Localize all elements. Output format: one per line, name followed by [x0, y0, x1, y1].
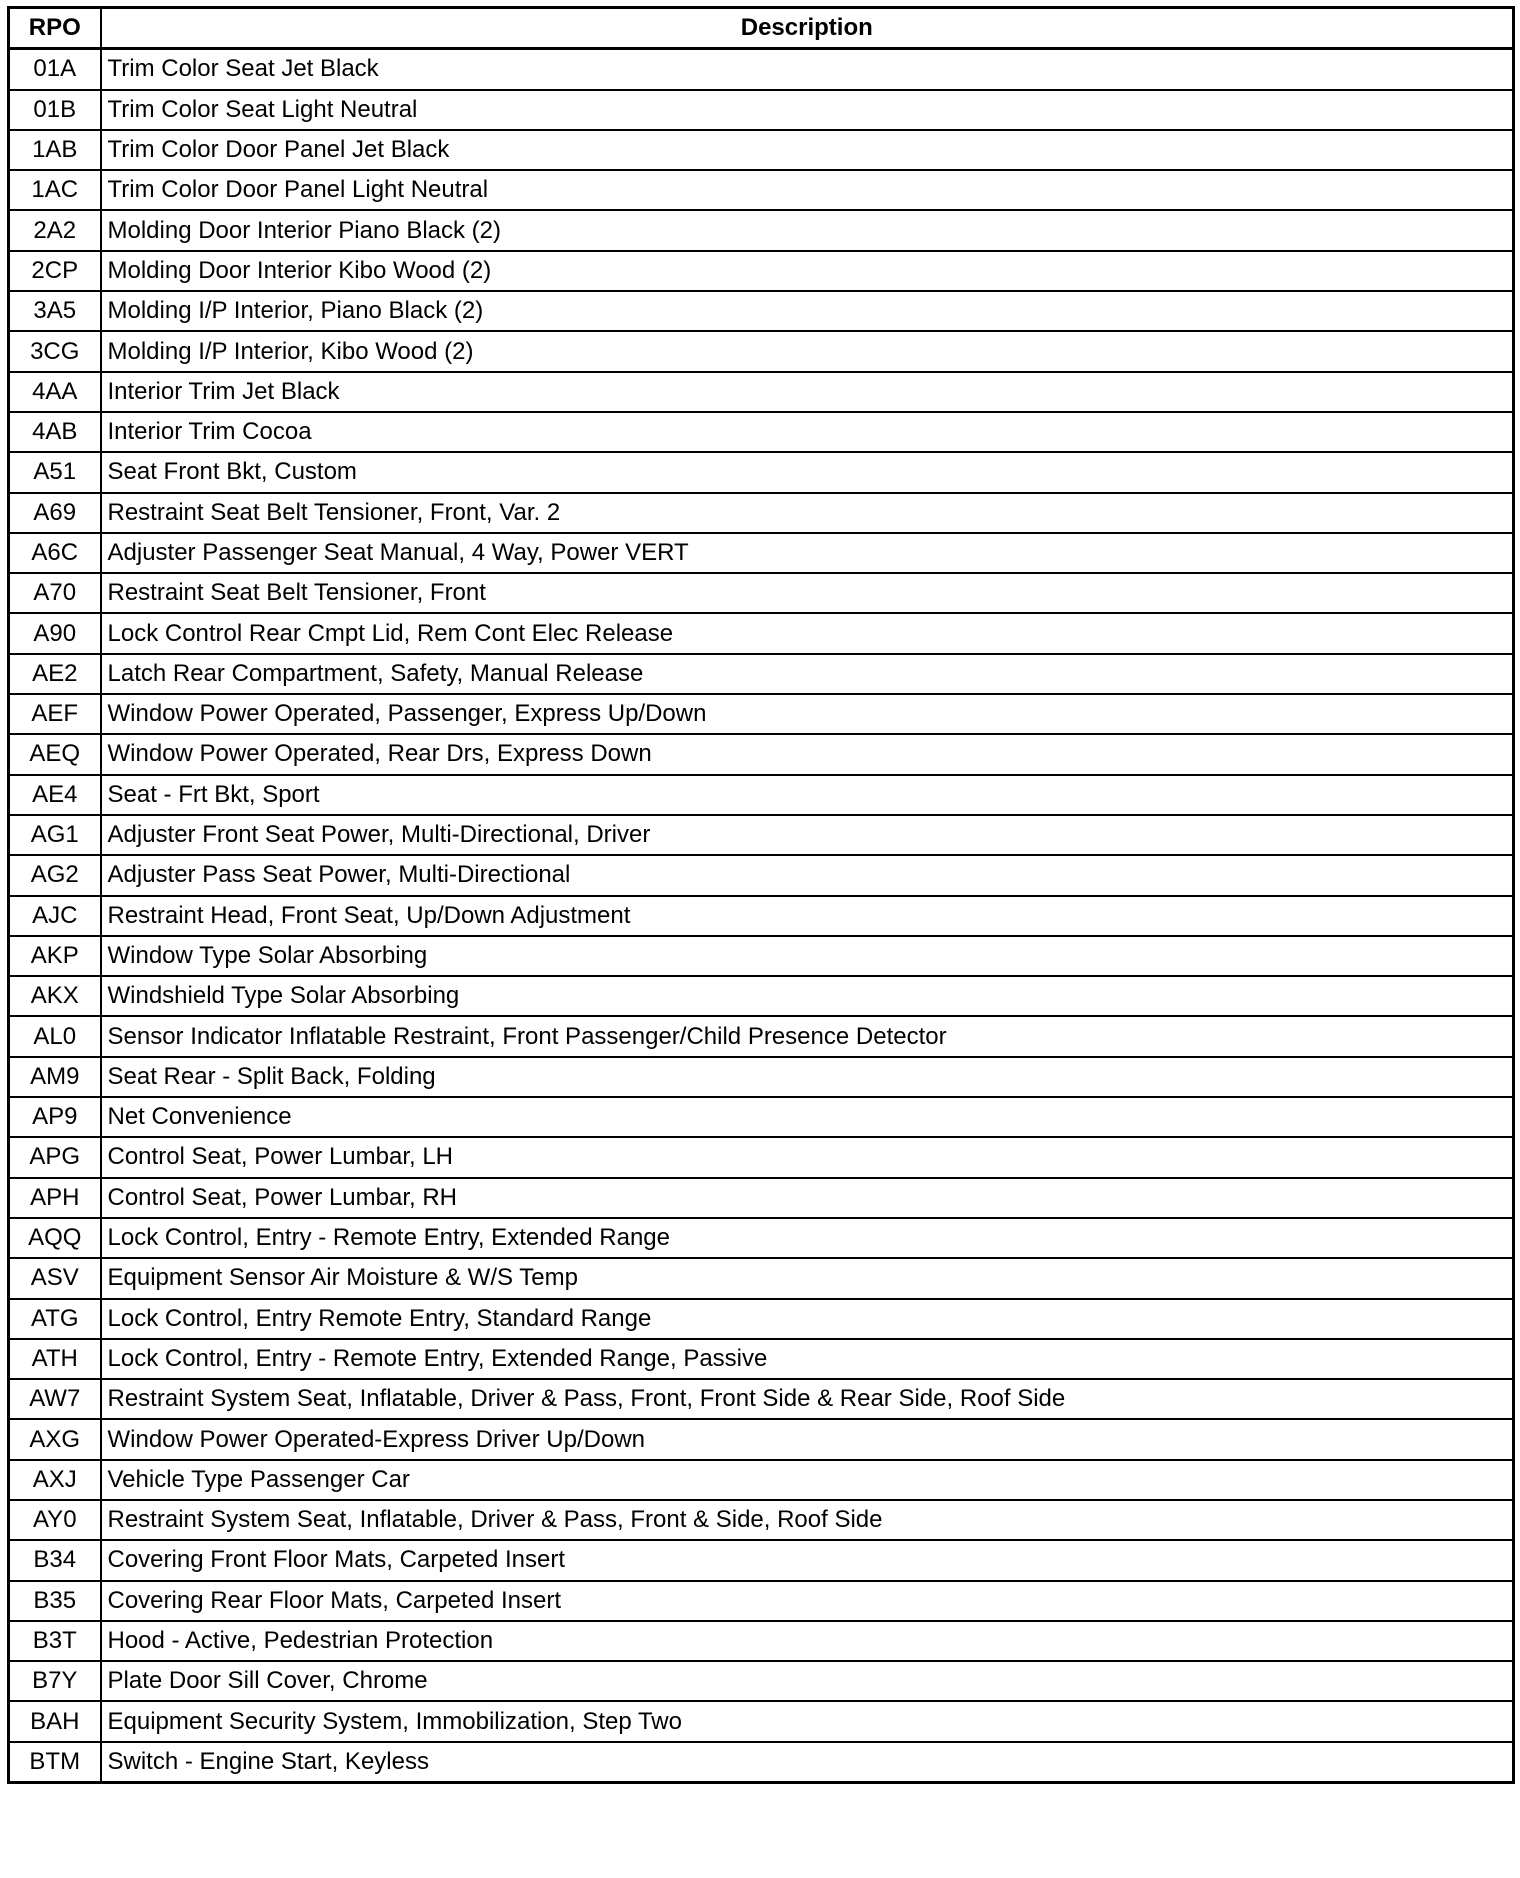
rpo-description: Hood - Active, Pedestrian Protection [101, 1621, 1514, 1661]
rpo-code: 01B [9, 90, 101, 130]
rpo-code: AM9 [9, 1057, 101, 1097]
rpo-table [7, 6, 1515, 1784]
rpo-description: Windshield Type Solar Absorbing [101, 976, 1514, 1016]
table-row [9, 1339, 1514, 1379]
table-row [9, 1379, 1514, 1419]
table-row [9, 170, 1514, 210]
rpo-code: B3T [9, 1621, 101, 1661]
rpo-description: Switch - Engine Start, Keyless [101, 1742, 1514, 1783]
table-row [9, 1540, 1514, 1580]
table-row [9, 1621, 1514, 1661]
rpo-code: 2A2 [9, 210, 101, 250]
rpo-code: AKP [9, 936, 101, 976]
rpo-description: Molding Door Interior Kibo Wood (2) [101, 251, 1514, 291]
rpo-description: Equipment Security System, Immobilization, Step Two [101, 1701, 1514, 1741]
table-row [9, 734, 1514, 774]
rpo-description: Plate Door Sill Cover, Chrome [101, 1661, 1514, 1701]
rpo-code: ATG [9, 1299, 101, 1339]
table-row [9, 1419, 1514, 1459]
rpo-code: B7Y [9, 1661, 101, 1701]
rpo-description: Control Seat, Power Lumbar, RH [101, 1178, 1514, 1218]
table-row [9, 1218, 1514, 1258]
table-body [9, 49, 1514, 1783]
rpo-description: Trim Color Seat Jet Black [101, 49, 1514, 90]
rpo-description: Molding Door Interior Piano Black (2) [101, 210, 1514, 250]
table-row [9, 936, 1514, 976]
table-row [9, 1097, 1514, 1137]
rpo-description: Window Power Operated, Passenger, Express Up/Down [101, 694, 1514, 734]
rpo-code: AP9 [9, 1097, 101, 1137]
rpo-description: Adjuster Passenger Seat Manual, 4 Way, Power VERT [101, 533, 1514, 573]
rpo-code: 4AA [9, 372, 101, 412]
rpo-code: AE2 [9, 654, 101, 694]
rpo-description: Molding I/P Interior, Kibo Wood (2) [101, 331, 1514, 371]
rpo-code: B35 [9, 1581, 101, 1621]
rpo-code: AJC [9, 896, 101, 936]
rpo-description: Trim Color Door Panel Light Neutral [101, 170, 1514, 210]
rpo-description: Lock Control Rear Cmpt Lid, Rem Cont Elec Release [101, 613, 1514, 653]
rpo-code: 3A5 [9, 291, 101, 331]
rpo-description: Latch Rear Compartment, Safety, Manual Release [101, 654, 1514, 694]
table-row [9, 331, 1514, 371]
table-row [9, 90, 1514, 130]
rpo-code: 3CG [9, 331, 101, 371]
table-row [9, 291, 1514, 331]
table-row [9, 1500, 1514, 1540]
rpo-code: BAH [9, 1701, 101, 1741]
rpo-description: Sensor Indicator Inflatable Restraint, Front Passenger/Child Presence Detector [101, 1016, 1514, 1056]
rpo-code: A70 [9, 573, 101, 613]
rpo-description: Vehicle Type Passenger Car [101, 1460, 1514, 1500]
table-row [9, 815, 1514, 855]
rpo-code: 2CP [9, 251, 101, 291]
rpo-description: Restraint System Seat, Inflatable, Driver & Pass, Front, Front Side & Rear Side, Roof Side [101, 1379, 1514, 1419]
table-row [9, 1057, 1514, 1097]
table-row [9, 775, 1514, 815]
rpo-code: AE4 [9, 775, 101, 815]
table-row [9, 1178, 1514, 1218]
rpo-description: Restraint Seat Belt Tensioner, Front, Var. 2 [101, 493, 1514, 533]
rpo-code: AEF [9, 694, 101, 734]
rpo-description: Interior Trim Jet Black [101, 372, 1514, 412]
rpo-description: Covering Front Floor Mats, Carpeted Insert [101, 1540, 1514, 1580]
rpo-code: AXG [9, 1419, 101, 1459]
rpo-description: Control Seat, Power Lumbar, LH [101, 1137, 1514, 1177]
rpo-description: Restraint System Seat, Inflatable, Driver & Pass, Front & Side, Roof Side [101, 1500, 1514, 1540]
rpo-description: Lock Control, Entry Remote Entry, Standard Range [101, 1299, 1514, 1339]
table-row [9, 855, 1514, 895]
rpo-description: Trim Color Door Panel Jet Black [101, 130, 1514, 170]
table-row [9, 412, 1514, 452]
rpo-code: ATH [9, 1339, 101, 1379]
rpo-description: Restraint Head, Front Seat, Up/Down Adjustment [101, 896, 1514, 936]
rpo-code: 01A [9, 49, 101, 90]
rpo-description: Restraint Seat Belt Tensioner, Front [101, 573, 1514, 613]
rpo-code: A90 [9, 613, 101, 653]
rpo-code: AL0 [9, 1016, 101, 1056]
table-row [9, 976, 1514, 1016]
rpo-code: 1AC [9, 170, 101, 210]
table-row [9, 251, 1514, 291]
rpo-code: A6C [9, 533, 101, 573]
rpo-code: AG2 [9, 855, 101, 895]
table-row [9, 1016, 1514, 1056]
rpo-description: Seat Front Bkt, Custom [101, 452, 1514, 492]
rpo-description: Net Convenience [101, 1097, 1514, 1137]
table-row [9, 1742, 1514, 1783]
rpo-description: Lock Control, Entry - Remote Entry, Extended Range [101, 1218, 1514, 1258]
table-row [9, 452, 1514, 492]
table-row [9, 533, 1514, 573]
rpo-description: Seat Rear - Split Back, Folding [101, 1057, 1514, 1097]
table-row [9, 1581, 1514, 1621]
rpo-code: 1AB [9, 130, 101, 170]
table-row [9, 694, 1514, 734]
table-row [9, 372, 1514, 412]
rpo-description: Window Type Solar Absorbing [101, 936, 1514, 976]
table-row [9, 573, 1514, 613]
rpo-code: A51 [9, 452, 101, 492]
rpo-description: Covering Rear Floor Mats, Carpeted Insert [101, 1581, 1514, 1621]
table-row [9, 1701, 1514, 1741]
table-row [9, 49, 1514, 90]
table-row [9, 1299, 1514, 1339]
rpo-description: Adjuster Pass Seat Power, Multi-Directional [101, 855, 1514, 895]
rpo-code: AQQ [9, 1218, 101, 1258]
rpo-description: Molding I/P Interior, Piano Black (2) [101, 291, 1514, 331]
rpo-code: AEQ [9, 734, 101, 774]
rpo-description: Equipment Sensor Air Moisture & W/S Temp [101, 1258, 1514, 1298]
rpo-code: A69 [9, 493, 101, 533]
table-row [9, 210, 1514, 250]
table-row [9, 1137, 1514, 1177]
rpo-code: AW7 [9, 1379, 101, 1419]
rpo-description: Seat - Frt Bkt, Sport [101, 775, 1514, 815]
rpo-description: Window Power Operated, Rear Drs, Express Down [101, 734, 1514, 774]
rpo-code: AXJ [9, 1460, 101, 1500]
rpo-description: Trim Color Seat Light Neutral [101, 90, 1514, 130]
header-description: Description [101, 8, 1514, 49]
rpo-code: AG1 [9, 815, 101, 855]
rpo-description: Window Power Operated-Express Driver Up/Down [101, 1419, 1514, 1459]
rpo-code: APG [9, 1137, 101, 1177]
table-header-row [9, 8, 1514, 49]
table-row [9, 896, 1514, 936]
rpo-code: ASV [9, 1258, 101, 1298]
rpo-code: B34 [9, 1540, 101, 1580]
rpo-description: Adjuster Front Seat Power, Multi-Directional, Driver [101, 815, 1514, 855]
table-row [9, 1460, 1514, 1500]
rpo-description: Interior Trim Cocoa [101, 412, 1514, 452]
table-row [9, 613, 1514, 653]
rpo-code: AKX [9, 976, 101, 1016]
rpo-description: Lock Control, Entry - Remote Entry, Extended Range, Passive [101, 1339, 1514, 1379]
table-row [9, 1661, 1514, 1701]
table-row [9, 1258, 1514, 1298]
table-row [9, 130, 1514, 170]
rpo-code: 4AB [9, 412, 101, 452]
rpo-code: BTM [9, 1742, 101, 1783]
rpo-code: AY0 [9, 1500, 101, 1540]
rpo-code: APH [9, 1178, 101, 1218]
header-rpo: RPO [9, 8, 101, 49]
table-row [9, 493, 1514, 533]
table-row [9, 654, 1514, 694]
